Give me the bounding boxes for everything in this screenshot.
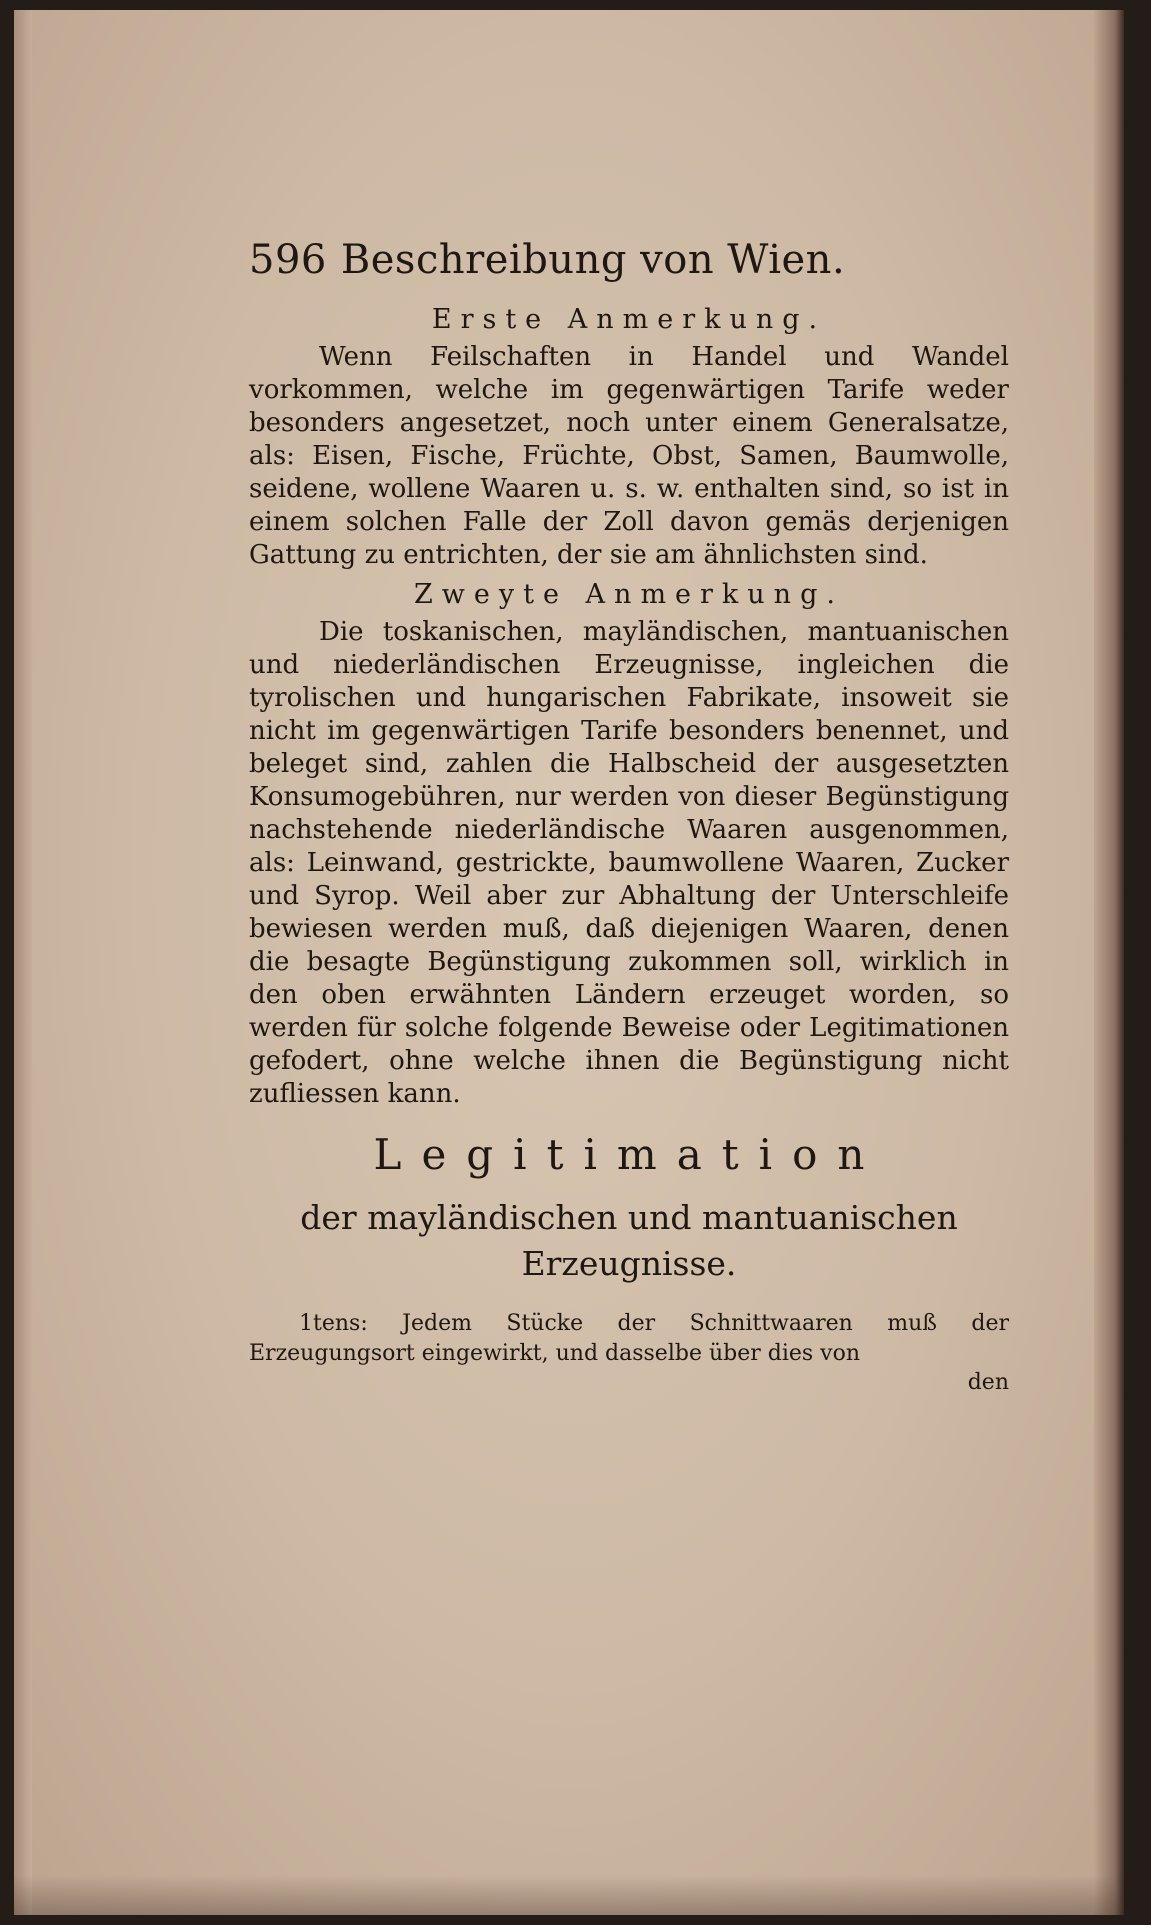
page-bottom-shadow <box>14 1875 1124 1915</box>
catchword: den <box>967 1370 1009 1395</box>
legitimation-text: 1tens: Jedem Stücke der Schnittwaaren muß der Erzeugungsort eingewirkt, und dasselbe über dies von <box>249 1311 1009 1366</box>
section-title-first: Erste Anmerkung. <box>431 304 827 335</box>
page-gutter-left <box>14 10 32 1915</box>
section-text-first: Wenn Feilschaften in Handel und Wandel vorkommen, welche im gegenwärtigen Tarife weder besonders angesetzet, noch unter einem Generalsatze, als: Eisen, Fische, Früchte, Obst, Samen, Baumwolle, seidene, wollene Waaren u. s. w. enthalten sind, so ist in einem solchen Falle der Zoll davon gemäs derjenigen Gattung zu entrichten, der sie am ähnlichsten sind. <box>249 342 1009 570</box>
running-title: Beschreibung von Wien. <box>340 237 846 283</box>
page-edge-right <box>1094 10 1124 1915</box>
legitimation-subheading: der mayländischen und mantuanischen Erzeugnisse. <box>300 1198 958 1283</box>
section-text-second: Die toskanischen, mayländischen, mantuanischen und niederländischen Erzeugnisse, ingleichen die tyrolischen und hungarischen Fabrikate, insoweit sie nicht im gegenwärtigen Tarife besonders benennet, und beleget sind, zahlen die Halbscheid der ausgesetzten Konsumogebühren, nur werden von dieser Begünstigung nachstehende niederländische Waaren ausgenommen, als: Leinwand, gestrickte, baumwollene Waaren, Zucker und Syrop. Weil aber zur Abhaltung der Unterschleife bewiesen werden muß, daß diejenigen Waaren, denen die besagte Begünstigung zukommen soll, wirklich in den oben erwähnten Ländern erzeuget worden, so werden für solche folgende Beweise oder Legitimationen gefodert, ohne welche ihnen die Begünstigung nicht zufliessen kann. <box>249 617 1009 1109</box>
section-title-second: Zweyte Anmerkung. <box>414 579 844 610</box>
running-head <box>249 235 1009 285</box>
legitimation-heading: Legitimation <box>373 1130 885 1179</box>
text-block <box>249 235 1009 1397</box>
paper-page <box>14 10 1124 1915</box>
page-number: 596 <box>249 237 327 283</box>
